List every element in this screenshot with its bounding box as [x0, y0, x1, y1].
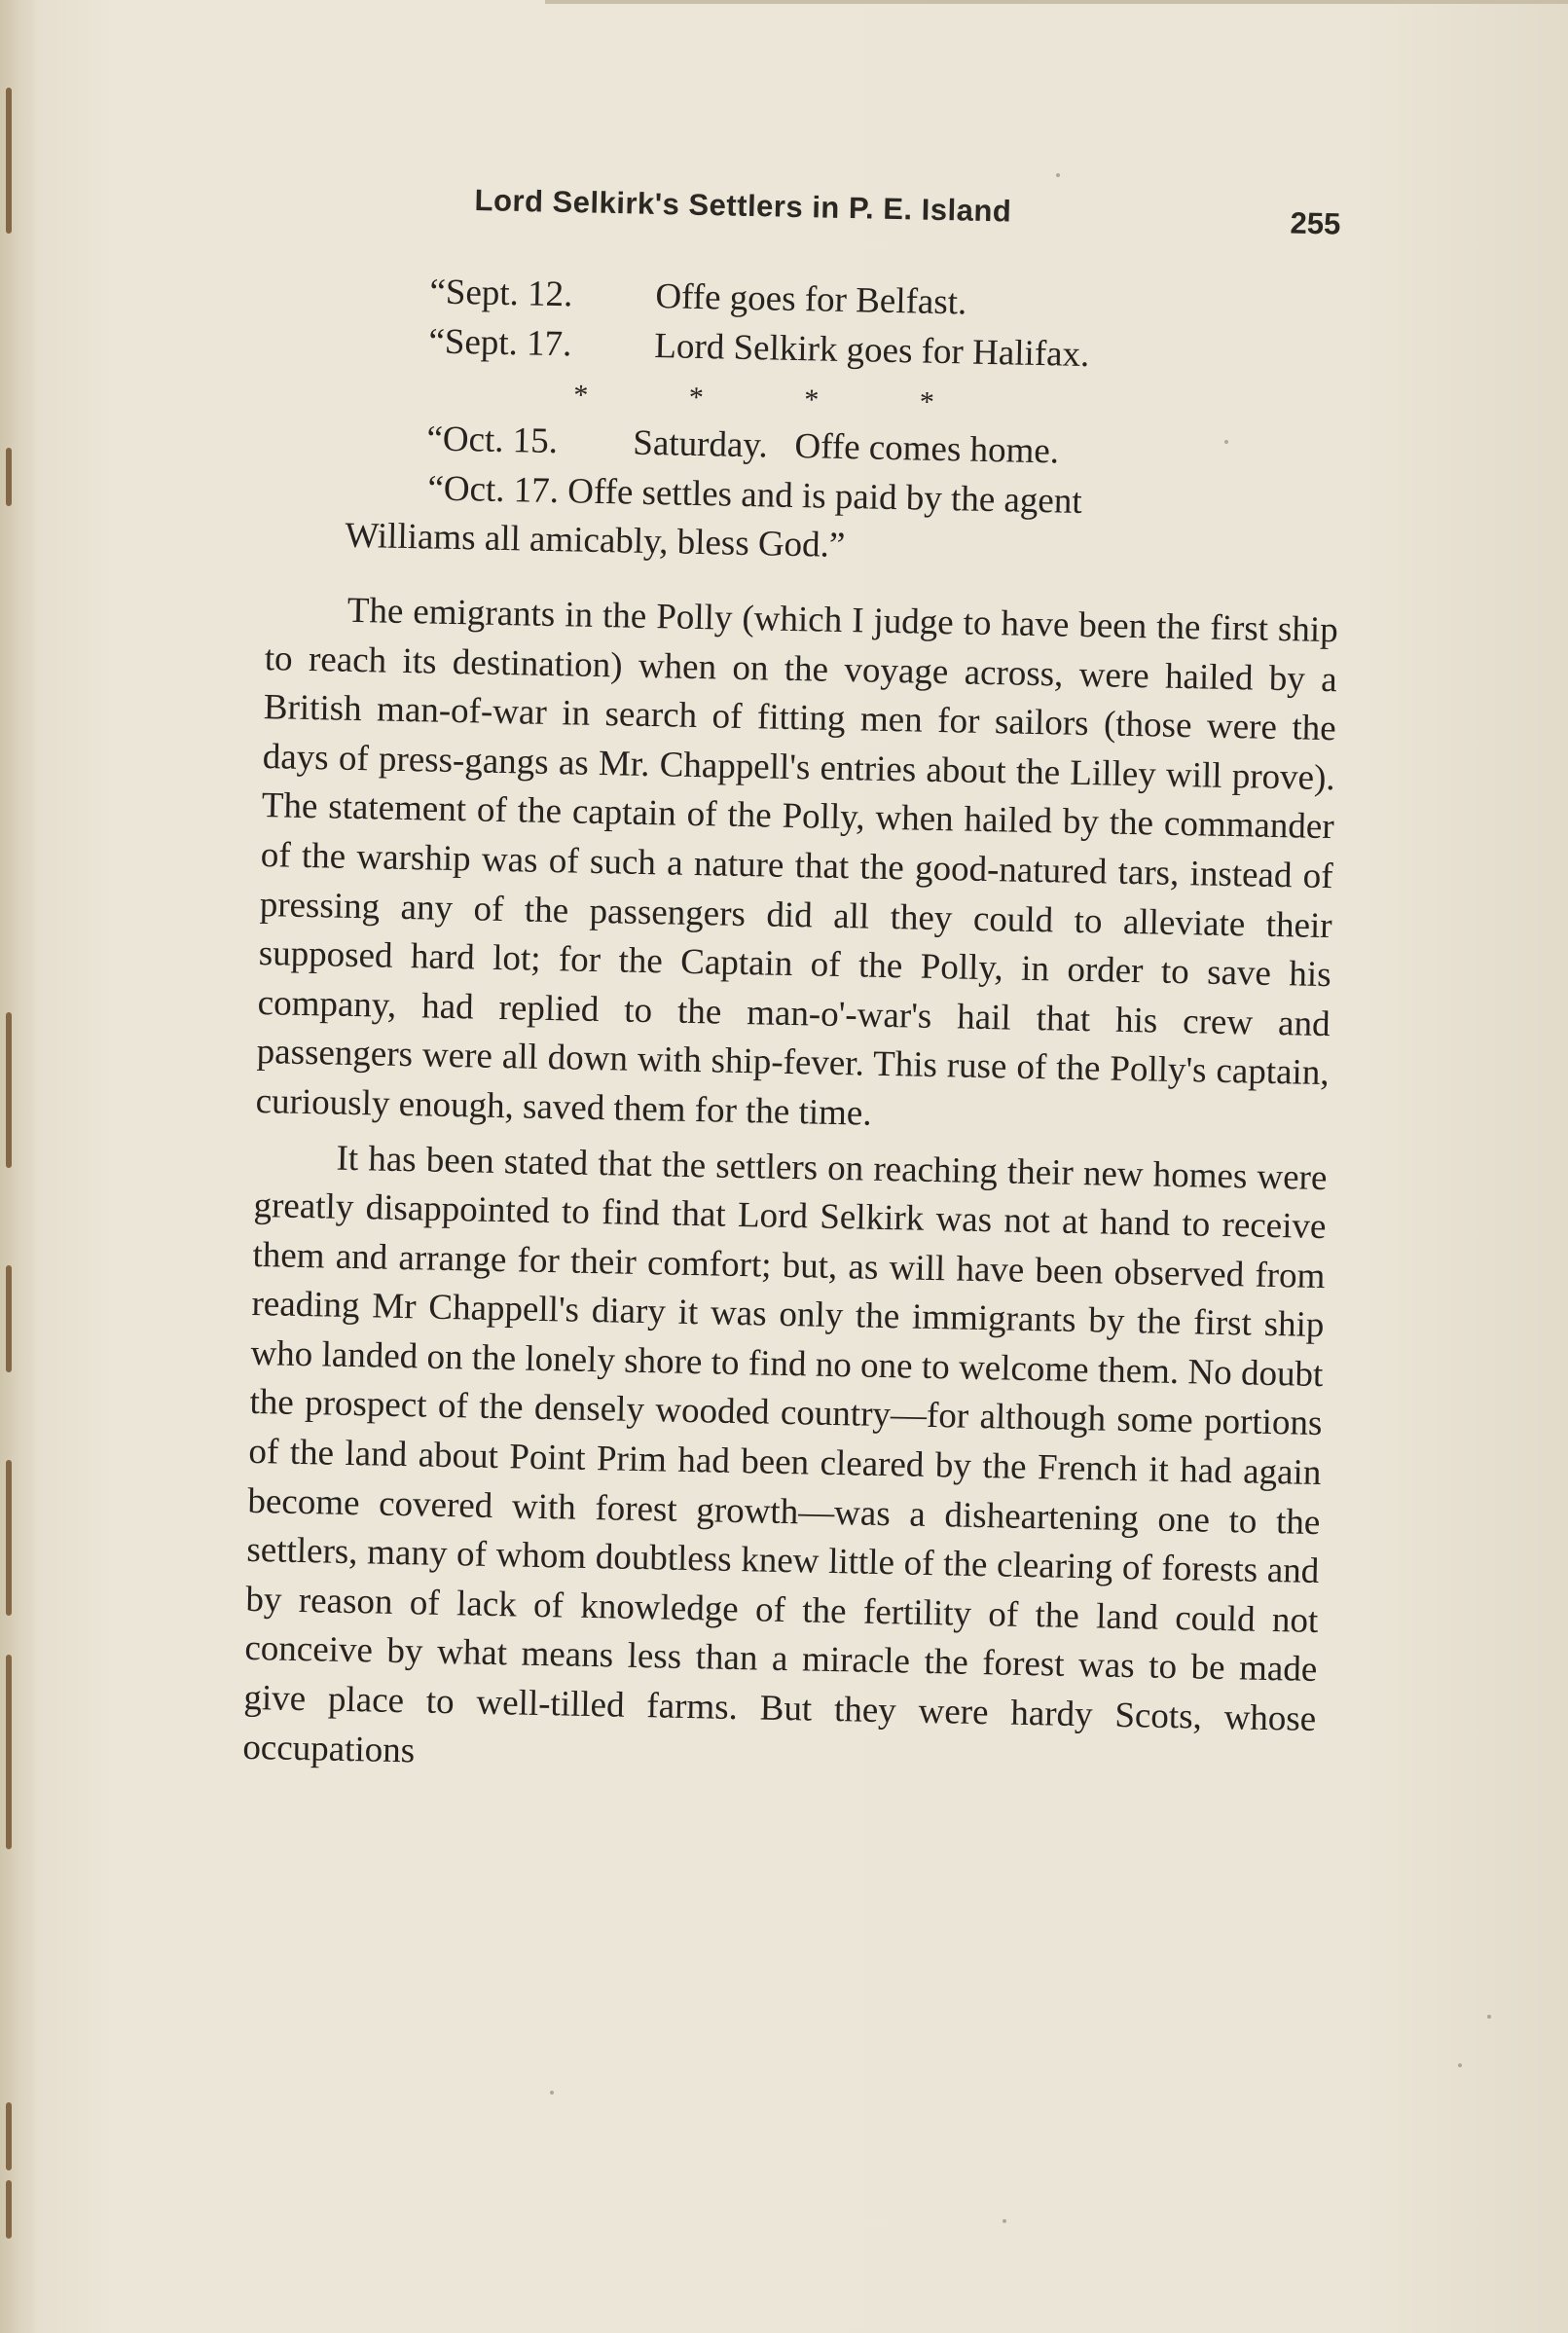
diary-entry-text: Lord Selkirk goes for Halifax.	[654, 325, 1090, 375]
page-top-edge	[545, 0, 1568, 4]
body-paragraph: It has been stated that the settlers on reaching their new homes were greatly disappointed to find that Lord Selkirk was not at hand to receive them and arrange for their comfort; but, as will have been observed from reading Mr Chappell's diary it was only the immigrants by the first ship who landed on the lonely shore to find no one to welcome them. No doubt the prospect of the densely wooded country—for although some portions of the land about Point Prim had been cleared by the French it had again become covered with forest growth—was a disheartening one to the settlers, many of whom doubtless knew little of the clearing of forests and by reason of lack of knowledge of the fertility of the land could not conceive by what means less than a miracle the forest was to be made give place to well-tilled farms. But they were hardy Scots, whose occupations	[242, 1138, 1328, 1771]
binding-mark	[6, 1460, 12, 1616]
paper-speck	[1224, 440, 1228, 444]
paper-speck	[550, 2091, 554, 2095]
asterisk-separator: * * * *	[573, 379, 935, 419]
diary-entry-date: “Oct. 15.	[426, 419, 559, 462]
paper-speck	[1458, 2063, 1462, 2067]
body-paragraph: The emigrants in the Polly (which I judge to have been the first ship to reach its destination) when on the voyage across, were hailed by a British man-of-war in search of fitting men for sailors (those were the days of press-gangs as Mr. Chappell's entries about the Lilley will prove). The statement of the captain of the Polly, when hailed by the commander of the warship was of such a nature that the good-natured tars, instead of pressing any of the passengers did all they could to alleviate their supposed hard lot; for the Captain of the Polly, in order to save his company, had replied to the man-o'-war's hail that his crew and passengers were all down with ship-fever. This ruse of the Polly's captain, curiously enough, saved them for the time.	[255, 590, 1339, 1134]
diary-entry-continuation: Williams all amicably, bless God.”	[345, 516, 846, 566]
diary-entry-date: “Sept. 12.	[429, 272, 573, 315]
running-header	[474, 183, 1341, 250]
paper-speck	[1056, 173, 1060, 177]
running-title: Lord Selkirk's Settlers in P. E. Island	[474, 183, 1012, 229]
page-number: 255	[1290, 205, 1341, 241]
diary-entry: “Oct. 17. Offe settles and is paid by the agent	[427, 468, 1083, 522]
paper-speck	[1003, 2219, 1006, 2223]
binding-mark	[6, 88, 12, 234]
paper-speck	[1487, 2015, 1491, 2019]
diary-entry-text: Offe goes for Belfast.	[655, 276, 967, 323]
diary-entry-text: Saturday. Offe comes home.	[632, 422, 1060, 472]
binding-mark	[6, 448, 12, 506]
diary-entry-date: “Sept. 17.	[428, 320, 572, 364]
binding-mark	[6, 1265, 12, 1372]
page-text	[235, 265, 1345, 1794]
binding-mark	[6, 1655, 12, 1849]
binding-mark	[6, 1012, 12, 1168]
binding-mark	[6, 2102, 12, 2170]
binding-mark	[6, 2180, 12, 2239]
